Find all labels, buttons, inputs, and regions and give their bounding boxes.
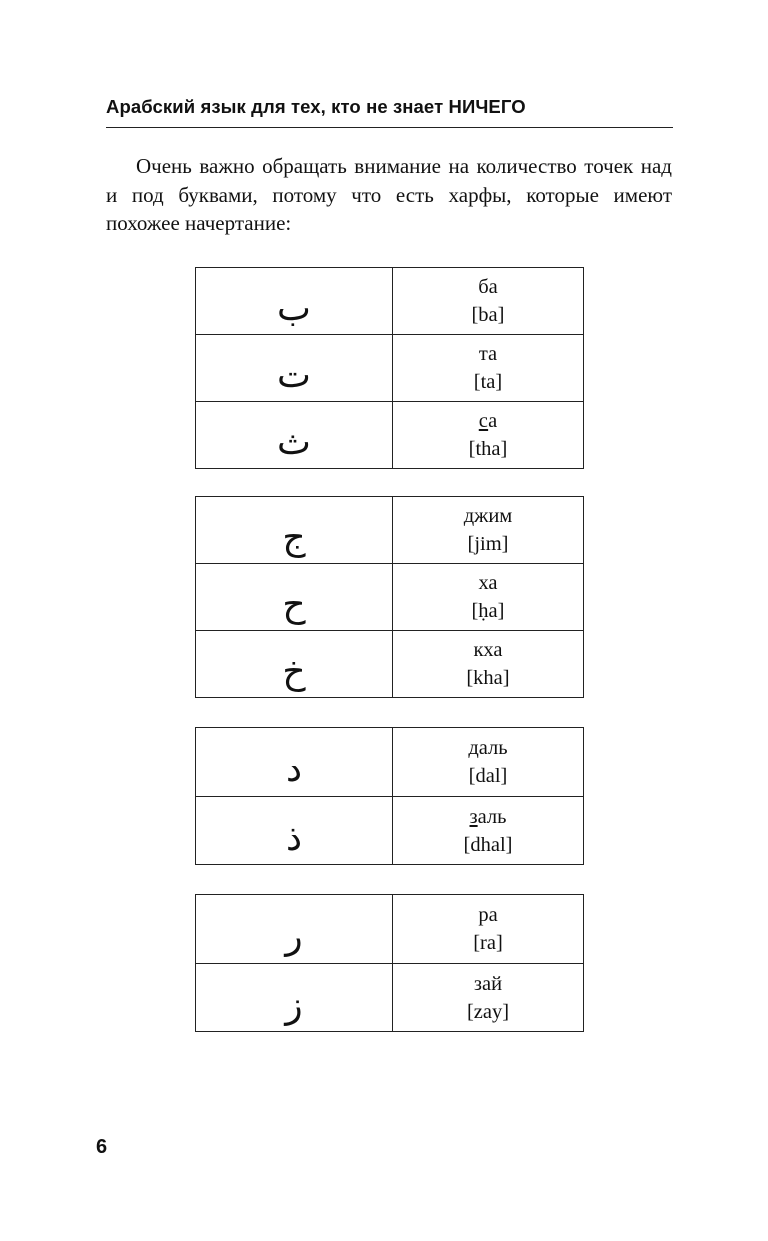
arabic-letter-cell — [196, 728, 393, 797]
transliteration-cell — [393, 631, 584, 698]
table-row — [196, 631, 584, 698]
intro-text: Очень важно обращать внимание на количество точек над и под буквами, потому что есть харфы, которые имеют похожее начертание: — [106, 154, 672, 235]
arabic-letter-cell — [196, 402, 393, 469]
table-row — [196, 268, 584, 335]
latin-transcription: [ra] — [473, 932, 503, 954]
arabic-letter: د — [285, 749, 303, 790]
latin-transcription: [jim] — [467, 533, 509, 555]
arabic-letter: خ — [282, 651, 306, 692]
transliteration-cell — [393, 497, 584, 564]
arabic-letter-cell — [196, 895, 393, 964]
arabic-letter: ب — [277, 288, 311, 329]
table-row — [196, 797, 584, 865]
latin-transcription: [kha] — [466, 667, 510, 689]
arabic-letter: ت — [277, 355, 311, 396]
table-row — [196, 964, 584, 1032]
letter-table-2 — [195, 496, 584, 698]
transliteration-cell — [393, 564, 584, 631]
table-row — [196, 335, 584, 402]
arabic-letter: ث — [277, 422, 311, 463]
letter-table-1 — [195, 267, 584, 469]
arabic-letter-cell — [196, 564, 393, 631]
running-header: Арабский язык для тех, кто не знает НИЧЕГО — [106, 96, 526, 117]
arabic-letter-cell — [196, 964, 393, 1032]
table-row — [196, 564, 584, 631]
arabic-letter-cell — [196, 797, 393, 865]
transliteration-cell — [393, 402, 584, 469]
table-row — [196, 497, 584, 564]
letter-table-4 — [195, 894, 584, 1032]
latin-transcription: [ḥa] — [471, 600, 505, 622]
header-rule — [106, 127, 673, 128]
arabic-letter: ذ — [285, 817, 303, 859]
transliteration-cell — [393, 268, 584, 335]
latin-transcription: [dhal] — [463, 833, 513, 856]
arabic-letter: ر — [285, 916, 303, 957]
arabic-letter-cell — [196, 335, 393, 402]
letter-name: та — [478, 343, 498, 365]
table-row — [196, 895, 584, 964]
transliteration-cell — [393, 728, 584, 797]
page-number: 6 — [96, 1136, 108, 1158]
table-row — [196, 728, 584, 797]
table-row — [196, 402, 584, 469]
transliteration-cell — [393, 797, 584, 865]
latin-transcription: [tha] — [468, 438, 508, 460]
letter-name: зай — [473, 972, 503, 995]
latin-transcription: [dal] — [468, 765, 508, 787]
arabic-letter: ز — [285, 984, 303, 1026]
latin-transcription: [ta] — [473, 371, 503, 393]
letter-name: кха — [473, 639, 503, 661]
letter-name: са — [478, 410, 498, 432]
arabic-letter-cell — [196, 268, 393, 335]
letter-name: заль — [469, 805, 507, 828]
latin-transcription: [ba] — [471, 304, 505, 326]
letter-name: даль — [468, 737, 508, 759]
letter-name: ра — [478, 904, 498, 926]
transliteration-cell — [393, 895, 584, 964]
arabic-letter-cell — [196, 631, 393, 698]
intro-paragraph — [106, 152, 672, 238]
transliteration-cell — [393, 964, 584, 1032]
letter-name: джим — [463, 505, 513, 527]
letter-name: ха — [478, 572, 498, 594]
transliteration-cell — [393, 335, 584, 402]
arabic-letter-cell — [196, 497, 393, 564]
latin-transcription: [zay] — [466, 1000, 510, 1023]
letter-name: ба — [478, 276, 498, 298]
letter-table-3 — [195, 727, 584, 865]
arabic-letter: ج — [282, 517, 306, 558]
arabic-letter: ح — [282, 584, 306, 625]
